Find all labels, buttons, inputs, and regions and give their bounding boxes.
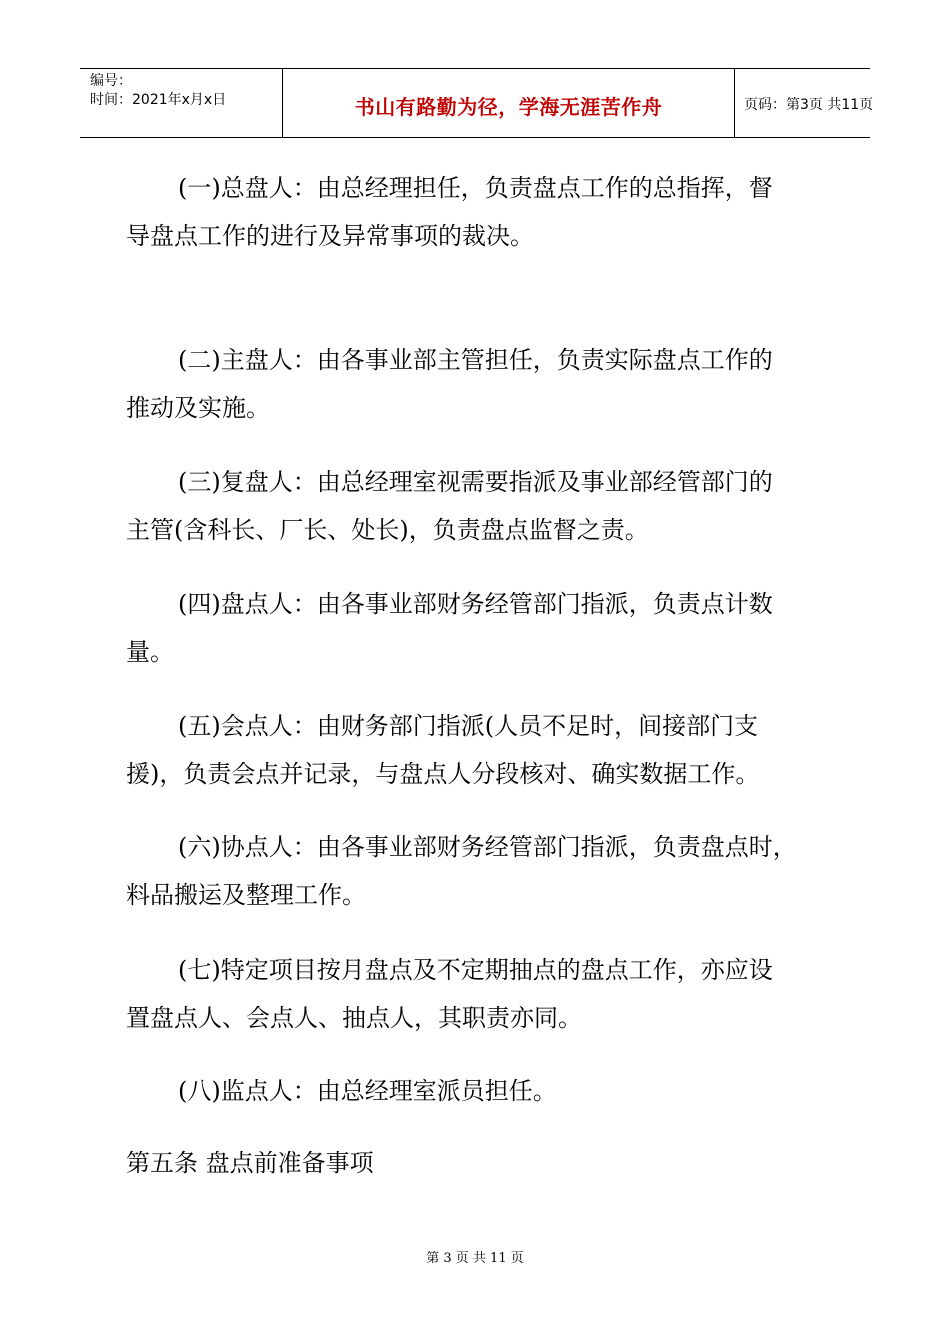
paragraph-line: (二)主盘人：由各事业部主管担任，负责实际盘点工作的: [178, 346, 773, 374]
paragraph-line: (四)盘点人：由各事业部财务经管部门指派，负责点计数: [178, 590, 773, 618]
section-heading: [126, 1139, 831, 1187]
paragraph-8: [126, 1067, 831, 1115]
paragraph-line: (一)总盘人：由总经理担任，负责盘点工作的总指挥，督: [178, 174, 773, 202]
paragraph-line: (五)会点人：由财务部门指派(人员不足时，间接部门支: [178, 712, 759, 740]
paragraph-1: [126, 164, 831, 260]
header-page-info: 页码：第3页 共11页: [744, 97, 874, 113]
paragraph-line: (七)特定项目按月盘点及不定期抽点的盘点工作，亦应设: [178, 956, 773, 984]
paragraph-4: [126, 580, 831, 676]
paragraph-3: [126, 458, 831, 554]
paragraph-line: 量。: [126, 638, 174, 666]
paragraph-line: 推动及实施。: [126, 394, 270, 422]
document-number-label: 编号：: [90, 73, 132, 89]
paragraph-line: (八)监点人：由总经理室派员担任。: [178, 1077, 557, 1105]
header-middle-cell: [282, 69, 735, 137]
paragraph-line: 援)，负责会点并记录，与盘点人分段核对、确实数据工作。: [126, 760, 760, 788]
page-footer: 第 3 页 共 11 页: [426, 1251, 524, 1266]
paragraph-7: [126, 946, 831, 1042]
paragraph-line: 料品搬运及整理工作。: [126, 881, 366, 909]
page-header: [80, 68, 874, 138]
header-left-cell: [80, 69, 282, 137]
paragraph-5: [126, 702, 831, 798]
paragraph-2: [126, 336, 831, 432]
paragraph-line: 置盘点人、会点人、抽点人，其职责亦同。: [126, 1004, 582, 1032]
paragraph-line: (三)复盘人：由总经理室视需要指派及事业部经管部门的: [178, 468, 773, 496]
section-heading-text: 第五条 盘点前准备事项: [126, 1149, 374, 1177]
paragraph-line: (六)协点人：由各事业部财务经管部门指派，负责盘点时，: [178, 833, 797, 861]
document-date: 时间：2021年x月x日: [90, 92, 227, 108]
paragraph-line: 主管(含科长、厂长、处长)，负责盘点监督之责。: [126, 516, 649, 544]
paragraph-6: [126, 823, 831, 919]
header-right-cell: [734, 69, 874, 137]
paragraph-line: 导盘点工作的进行及异常事项的裁决。: [126, 222, 534, 250]
header-motto: 书山有路勤为径，学海无涯苦作舟: [354, 95, 663, 119]
